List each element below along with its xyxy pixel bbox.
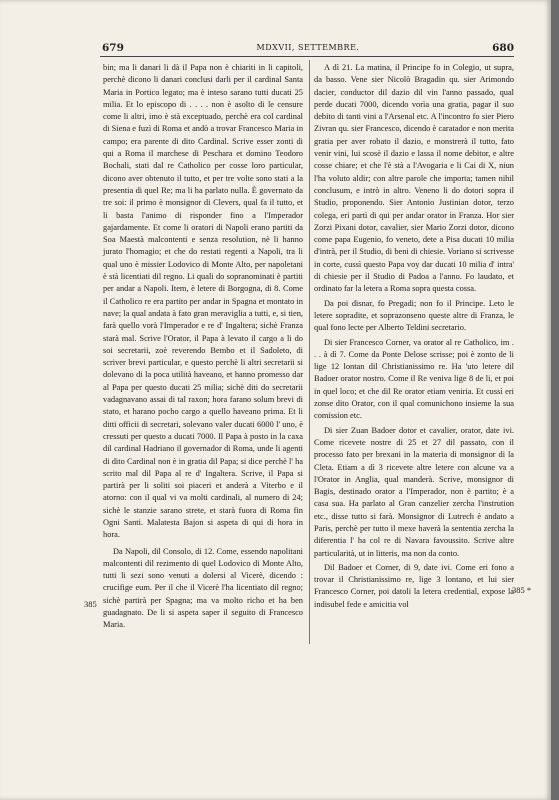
paragraph: A dì 21. La matina, il Principe fo in Colegio, ut supra, da basso. Vene sier Nicolò Bragadin qu. sier Arimondo dacier, conductor dil dazio dil vin l'anno passado, qual perde ducati 7000, dicendo vorìa una gratia, pagar il suo debito di tanti vini a l'Arsenal etc. A l'incontro fo sier Piero Zivran qu. sier Francesco, dicendo è caratador e non merita gratia per aver robato il dazio, e monstrerà il tutto, fato venir vini, lui scosè il dazio e lassa il nome debitor, e altre cosse chiare; et che l'è stà a l'Avogaria e li Cai di X, niun l'ha voluto aldir; con altre parole che importa; tamen nihil conclusum, e intrò in altro. Veneno li do dotori sopra il Studio, proponendo. Sier Antonio Justinian dotor, terzo colega, eri partì di qui per andar orator in Franza. Hor sier Zorzi Pixani dotor, cavalier, sier Mario Zorzi dotor, dicono come papa Eugenio, fo veneto, dete a Pisa ducati 10 milia d'intrà, per il Studio, di beni di chiesie. Voriano si scrivesse in corte, cussì questo Papa voy dar ducati 10 milia d' intra' di chiesie per il Studio di Padoa a l'anno. Fo laudato, et ordinato far la letera a Roma sopra questa cossa. [314,63,514,294]
left-column [103,62,303,632]
paragraph: Di sier Zuan Badoer dotor et cavalier, orator, date ivi. Come ricevete nostre di 25 et 27 dil passato, con il processo fato per brexani in la materia di monsignor di la Cleta. Etiam a dì 3 ricevete altre letere con alcune va a l'Orator in Anglia, qual manderà. Scrive, monsignor di Bagis, destinado orator a l'Imperador, non è partito; è a casa sua. Ha parlato al Gran canzelier zercha l'instrution etc., disse tutto si farà. Monsignor di Lutrech è andato a Paris, perchè per tutto il mexe haverà la sententia zercha la diferentia l' ha col re di Navara favoussito. Scrive altre particularità, ut in litteris, ma non da conto. [314,425,514,558]
paragraph: Di sier Francesco Corner, va orator al re Catholico, im . . . à dì 7. Come da Ponte Delose scrisse; poi è zonto de li lige 12 lontan dil Christianissimo re. Ha 'uto letere dil Badoer orator nostro. Come il Re veniva lige 8 de li, et poi in quel loco; et che dil Re orator etiam veniria. Et cussì eri zonse dito Orator, con il qual comunichono insieme la sua comission etc. [314,337,514,421]
column-divider [309,60,310,644]
running-title: MDXVII, SETTEMBRE. [256,43,360,52]
margin-number-right: 385 * [512,585,532,595]
right-column [314,62,514,611]
paragraph: Dil Badoer et Corner, di 9, date ivi. Come eri fono a trovar il Christianissimo re, lige 3 lontano, et lui sier Francesco Corner, poi datoli la letera credential, expose la indisubel fede e amicitia vol [314,562,514,609]
paragraph: Da poi disnar, fo Pregadi; non fo il Principe. Leto le letere sopradite, et soprazonseno queste altre di Franza, le qual fono lecte per Alberto Teldini secretario. [314,298,514,333]
margin-number-left: 385 [84,599,97,609]
page-header [102,42,514,56]
page-number-right: 680 [492,42,514,54]
header-rule [100,56,514,57]
paragraph: Da Napoli, dil Consolo, di 12. Come, essendo napolitani malcontenti dil rezimento di quel Lodovico di Monte Alto, tutti li sezi sono venuti a dolersi al Vicerè, dicendo : crucifige eum. Per il che il Vicerè l'ha licentiato dil regno; sichè partirà per Spagna; ma va molto richo et ha ben guadagnato. De li si aspeta saper il seguito di Francesco Maria. [103,546,303,630]
page-number-left: 679 [102,42,124,54]
paragraph: bin; ma li danari li dà il Papa non è chiariti in li capitoli, perchè dicono li danari conclusi darli per il cardinal Santa Maria in Portico legato; ma è inteso sarano tutti ducati 25 milia. Et lo episcopo di . . . . non è asolto di le censure come li altri, imo è stà exceptuado, perchè era col cardinal di Siena e fuzì di Roma et andò a trovar Francesco Maria in campo; era parente di dito Cardinal. Scrive esser zonti di qui a Roma il marchese di Peschara et domino Teodoro Bochali, stati dal re Catholico per cosse loro particular, dicono aver obtenuto il tutto, et per tre volte sono stati a la presentia di quel Re; ma li ha parlato nulla. È governato da tre soi: il primo è monsignor di Clevers, qual fa il tutto, et li basta l'animo di risponder fino a l'Imperador gajardamente. Et come li oratori di Napoli erano partiti da Soa Maestà malcontenti e senza resolution, nè li hanno jurato l'homagio; et che do restati regenti a Napoli, tra li qual uno è missier Lodovico di Monte Alto, per napoletani è stà licentiati dil regno. Li quali do sopranominati è partiti per andar a Napoli. Item, è letere di Borgogna, di 8. Come il Catholico re era partito per andar in Spagna et montato in nave; la qual andata à fato gran meraviglia a tutti, e, si tien, farà quello vorà l'Imperador e re d' Ingaltera; sichè Franza starà mal. Scrive l'Orator, il Papa à levato il cargo a li do soi secretarii, zoè reverendo Bembo et il Sadoleto, di scriver brevi particular, e questo perchè li altri secretarii si dolevano di la poca utilità haveano, et hanno promesso dar al Papa per questo ducati 25 milia; sichè diti do secretarii vadagnavano assai di tal raxon; hora farano solum brevi di stato, et harano pocho cargo a quello haveano prima. Et li ditti officii di secretari, solevano valer ducati 6000 l' uno, è cressuti per questo a ducati 7000. Il Papa à posto in la caxa dil cardinal Hadriano il governador di Roma, unde li agenti di dito Cardinal non è in gratia dil Papa; si dice perchè l' ha scrito mal dil Papa al re d' Ingaltera. Scrive, il Papa si partirà per li soliti soi piaceri et anderà a Viterbo e il atorno: con il qual vi va molti cardinali, al numero di 24; sichè le stanzie sarano strete, et starà fuora di Roma fin Ogni Santi. Malatesta Bajon si aspeta di qui di hora in hora. [103,63,304,540]
